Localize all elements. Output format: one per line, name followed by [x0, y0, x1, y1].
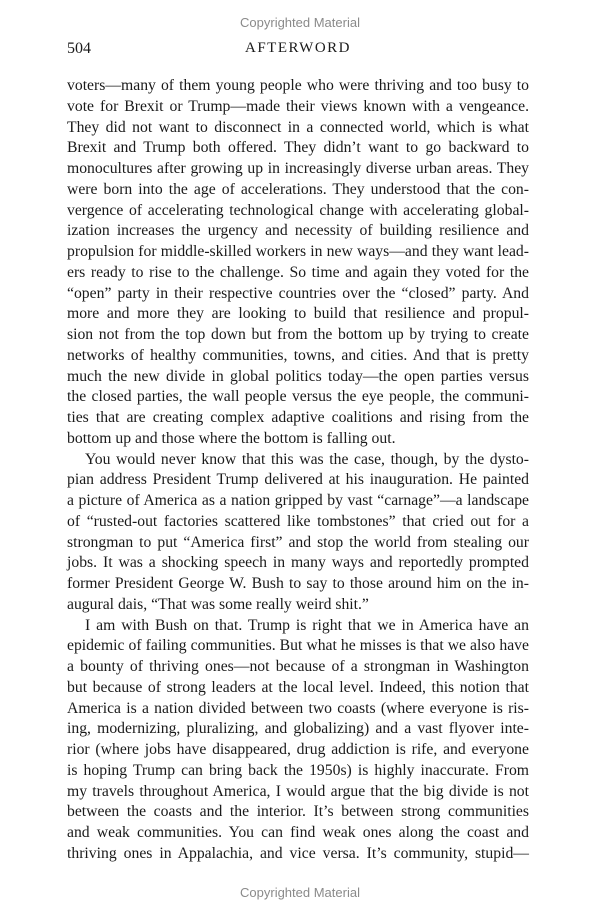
text-line: were born into the age of accelerations. They understood that the con- [67, 180, 529, 198]
text-line: “open” party in their respective countries over the “closed” party. And [67, 284, 529, 302]
text-line: rior (where jobs have disappeared, drug addiction is rife, and everyone [67, 741, 529, 758]
text-line: is hoping Trump can bring back the 1950s) is highly inaccurate. From [67, 761, 529, 779]
text-line: monocultures after growing up in increasingly diverse urban areas. They [67, 160, 529, 177]
text-line: jobs. It was a shocking speech in many ways and reportedly prompted [67, 554, 529, 572]
text-line: thriving ones in Appalachia, and vice versa. It’s community, stupid— [67, 844, 529, 862]
text-line: more and more they are looking to build that resilience and propul- [67, 305, 529, 323]
copyright-watermark-bottom: Copyrighted Material [240, 885, 360, 900]
text-line: America is a nation divided between two coasts (where everyone is ris- [67, 699, 529, 717]
text-line: pian address President Trump delivered at his inauguration. He painted [67, 471, 529, 489]
text-line: a bounty of thriving ones—not because of a strongman in Washington [67, 658, 529, 675]
text-line: the closed parties, the wall people versus the eye people, the communi- [67, 388, 529, 406]
text-line: ers ready to rise to the challenge. So time and again they voted for the [67, 263, 529, 281]
text-line: ties that are creating complex adaptive coalitions and rising from the [67, 409, 529, 426]
text-line: ization increases the urgency and necessity of building resilience and [67, 222, 529, 240]
text-line: vergence of accelerating technological change with accelerating global- [67, 201, 529, 219]
text-line: a picture of America as a nation gripped by vast “carnage”—a landscape [67, 492, 529, 509]
copyright-watermark-top: Copyrighted Material [240, 15, 360, 30]
paragraph-first-line: I am with Bush on that. Trump is right that we in America have an [85, 616, 529, 634]
paragraph-first-line: You would never know that this was the case, though, by the dysto- [85, 450, 529, 468]
running-head: AFTERWORD [244, 40, 351, 56]
text-line: but because of strong leaders at the local level. Indeed, this notion that [67, 678, 529, 696]
text-line: former President George W. Bush to say to those around him on the in- [67, 575, 529, 592]
text-line: They did not want to disconnect in a connected world, which is what [67, 118, 529, 136]
text-line: Brexit and Trump both offered. They didn’t want to go backward to [67, 139, 529, 157]
paragraph-last-line: augural dais, “That was some really weird shit.” [67, 595, 369, 613]
text-line: of “rusted-out factories scattered like tombstones” that cried out for a [67, 512, 529, 530]
text-line: epidemic of failing communities. But what he misses is that we also have [67, 637, 529, 655]
page-number: 504 [67, 40, 91, 57]
text-line: much the new divide in global politics today—the open parties versus [67, 367, 529, 385]
text-line: voters—many of them young people who were thriving and too busy to [67, 77, 529, 94]
body-text [67, 76, 529, 865]
text-line: my travels throughout America, I would argue that the big divide is not [67, 782, 529, 800]
text-line: propulsion for middle-skilled workers in new ways—and they want lead- [67, 243, 529, 260]
text-line: and weak communities. You can find weak ones along the coast and [67, 824, 529, 841]
text-line: sion not from the top down but from the bottom up by trying to create [67, 326, 529, 343]
text-line: ing, modernizing, pluralizing, and globalizing) and a vast flyover inte- [67, 720, 529, 738]
paragraph-last-line: bottom up and those where the bottom is falling out. [67, 429, 396, 447]
text-line: networks of healthy communities, towns, and cities. And that is pretty [67, 346, 529, 364]
page-header [67, 40, 529, 62]
text-line: strongman to put “America first” and stop the world from stealing our [67, 533, 529, 551]
text-line: vote for Brexit or Trump—made their views known with a vengeance. [67, 97, 529, 115]
text-line: between the coasts and the interior. It’s between strong communities [67, 803, 529, 821]
